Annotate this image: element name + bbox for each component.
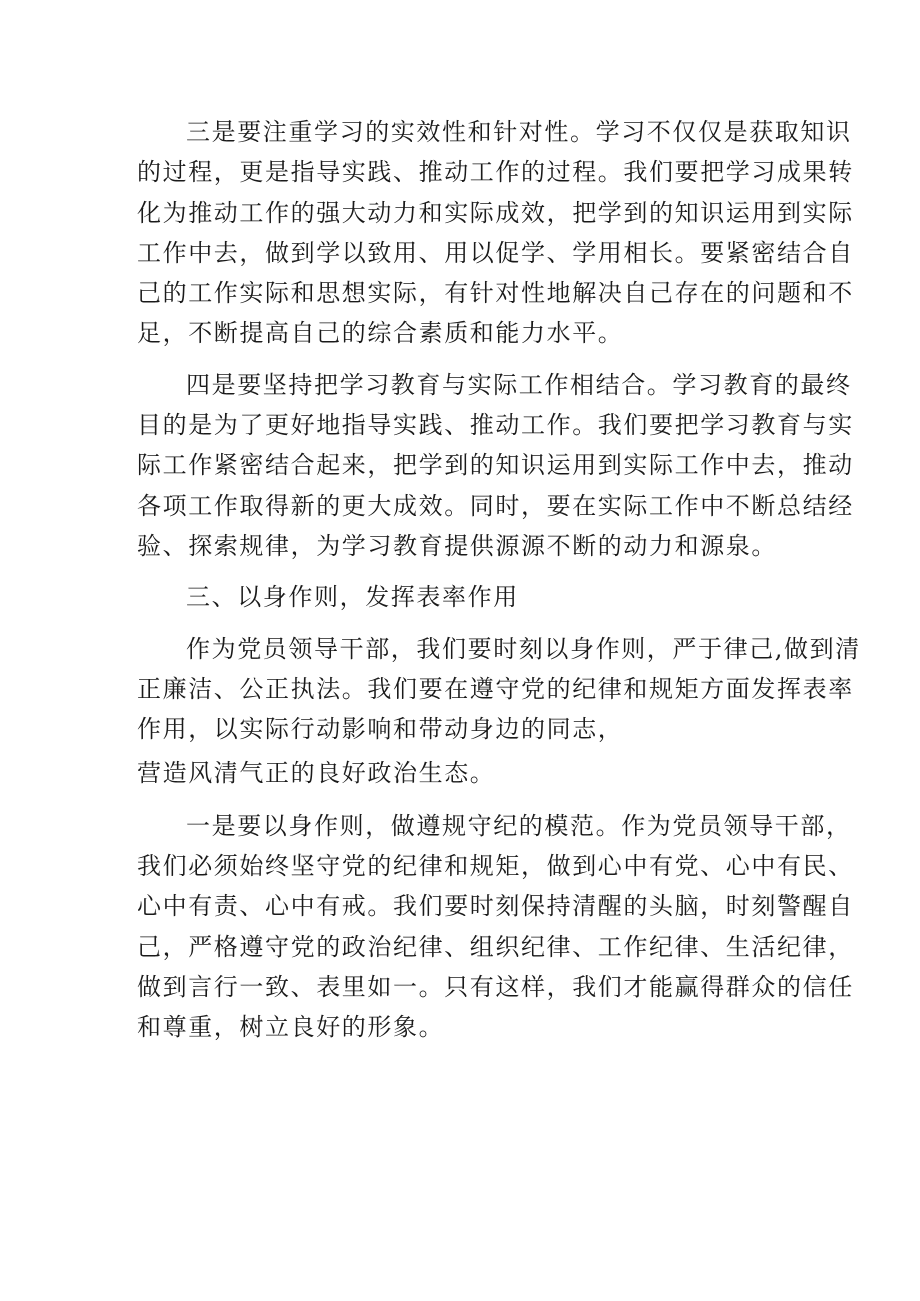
paragraph-1 — [137, 112, 854, 354]
text-line: 化为推动工作的强大动力和实际成效，把学到的知识运用到实际 — [137, 198, 854, 227]
text-line: 作用，以实际行动影响和带动身边的同志， — [137, 715, 624, 744]
section-heading: 三、以身作则，发挥表率作用 — [186, 583, 519, 612]
text-line: 验、探索规律，为学习教育提供源源不断的动力和源泉。 — [137, 531, 777, 560]
text-line: 一是要以身作则，做遵规守纪的模范。作为党员领导干部， — [186, 811, 852, 840]
text-line: 三是要注重学习的实效性和针对性。学习不仅仅是获取知识 — [186, 118, 852, 146]
text-line: 作为党员领导干部，我们要时刻以身作则，严于律己,做到清 — [186, 634, 861, 663]
paragraph-4 — [137, 806, 854, 1048]
text-line: 做到言行一致、表里如一。只有这样，我们才能赢得群众的信任 — [137, 972, 854, 1001]
text-line: 的过程，更是指导实践、推动工作的过程。我们要把学习成果转 — [137, 158, 854, 187]
text-line: 四是要坚持把学习教育与实际工作相结合。学习教育的最终 — [186, 370, 852, 399]
text-line: 己的工作实际和思想实际，有针对性地解决自己存在的问题和不 — [137, 279, 854, 308]
text-line: 我们必须始终坚守党的纪律和规矩，做到心中有党、心中有民、 — [137, 852, 854, 881]
text-line: 工作中去，做到学以致用、用以促学、学用相长。要紧密结合自 — [137, 238, 854, 267]
text-line: 心中有责、心中有戒。我们要时刻保持清醒的头脑，时刻警醒自 — [137, 892, 854, 921]
text-line: 各项工作取得新的更大成效。同时，要在实际工作中不断总结经 — [137, 491, 854, 520]
continuation-line: 营造风清气正的良好政治生态。 — [137, 759, 496, 788]
text-line: 己，严格遵守党的政治纪律、组织纪律、工作纪律、生活纪律， — [137, 932, 854, 961]
text-line: 足，不断提高自己的综合素质和能力水平。 — [137, 319, 624, 348]
text-line: 和尊重，树立良好的形象。 — [137, 1013, 445, 1042]
document-body — [137, 112, 861, 1048]
paragraph-2 — [137, 365, 854, 566]
text-line: 正廉洁、公正执法。我们要在遵守党的纪律和规矩方面发挥表率 — [137, 674, 854, 703]
paragraph-3 — [137, 629, 861, 750]
text-line: 际工作紧密结合起来，把学到的知识运用到实际工作中去，推动 — [137, 451, 854, 480]
text-line: 目的是为了更好地指导实践、推动工作。我们要把学习教育与实 — [137, 411, 854, 440]
